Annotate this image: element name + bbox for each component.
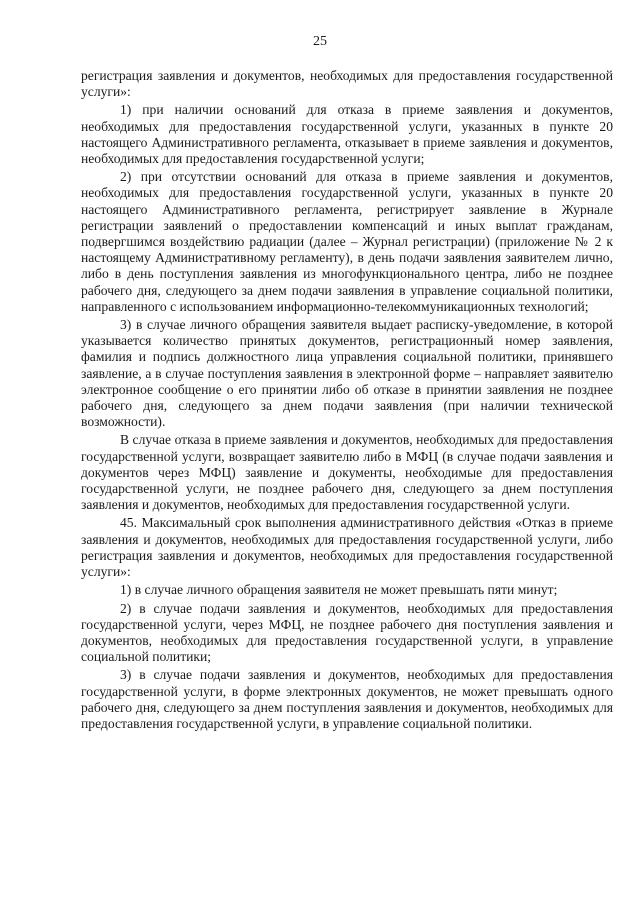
paragraph-item-3: 3) в случае личного обращения заявителя выдает расписку-уведомление, в которой указывается количество принятых документов, регистрационный номер заявления, фамилия и подпись должностного лица управления социальной политики, принявшего заявление, а в случае поступления заявления в электронной форме – направляет заявителю электронное сообщение о его принятии либо об отказе в принятии заявления не позднее рабочего дня, следующего за днем подачи заявления (при наличии технической возможности). (81, 317, 613, 430)
paragraph-continuation: регистрация заявления и документов, необходимых для предоставления государственной услуги»: (81, 68, 613, 100)
paragraph-item-1: 1) при наличии оснований для отказа в приеме заявления и документов, необходимых для предоставления государственной услуги, указанных в пункте 20 настоящего Административного регламента, отказывает в приеме заявления и документов, необходимых для предоставления государственной услуги; (81, 102, 613, 167)
paragraph-45: 45. Максимальный срок выполнения административного действия «Отказ в приеме заявления и документов, необходимых для предоставления государственной услуги, либо регистрация заявления и документов, необходимых для предоставления государственной услуги»: (81, 515, 613, 580)
paragraph-45-item-1: 1) в случае личного обращения заявителя не может превышать пяти минут; (120, 582, 558, 598)
page-number: 25 (313, 34, 327, 49)
paragraph-45-item-2: 2) в случае подачи заявления и документов, необходимых для предоставления государственной услуги, через МФЦ, не позднее рабочего дня поступления заявления и документов, необходимых для предоставления государственной услуги, в управление социальной политики; (81, 600, 613, 665)
paragraph-item-2: 2) при отсутствии оснований для отказа в приеме заявления и документов, необходимых для предоставления государственной услуги, указанных в пункте 20 настоящего Административного регламента, регистрирует заявление в Журнале регистрации заявлений о предоставлении компенсаций и иных выплат гражданам, подвергшимся воздействию радиации (далее – Журнал регистрации) (приложение № 2 к настоящему Административному регламенту), в день подачи заявления заявителем лично, либо в день поступления заявления из многофункционального центра, либо не позднее рабочего дня, следующего за днем подачи заявления в управление социальной политики, направленного с использованием информационно-телекоммуникационных технологий; (81, 169, 613, 314)
paragraph-refusal: В случае отказа в приеме заявления и документов, необходимых для предоставления государственной услуги, возвращает заявителю либо в МФЦ (в случае подачи заявления и документов через МФЦ) заявление и документы, необходимые для предоставления государственной услуги, не позднее рабочего дня, следующего за днем поступления заявления и документов, необходимых для предоставления государственной услуги. (81, 432, 613, 513)
paragraph-45-item-3: 3) в случае подачи заявления и документов, необходимых для предоставления государственной услуги, в форме электронных документов, не может превышать одного рабочего дня, следующего за днем поступления заявления и документов, необходимых для предоставления государственной услуги, в управление социальной политики. (81, 667, 613, 731)
document-body (81, 68, 613, 732)
